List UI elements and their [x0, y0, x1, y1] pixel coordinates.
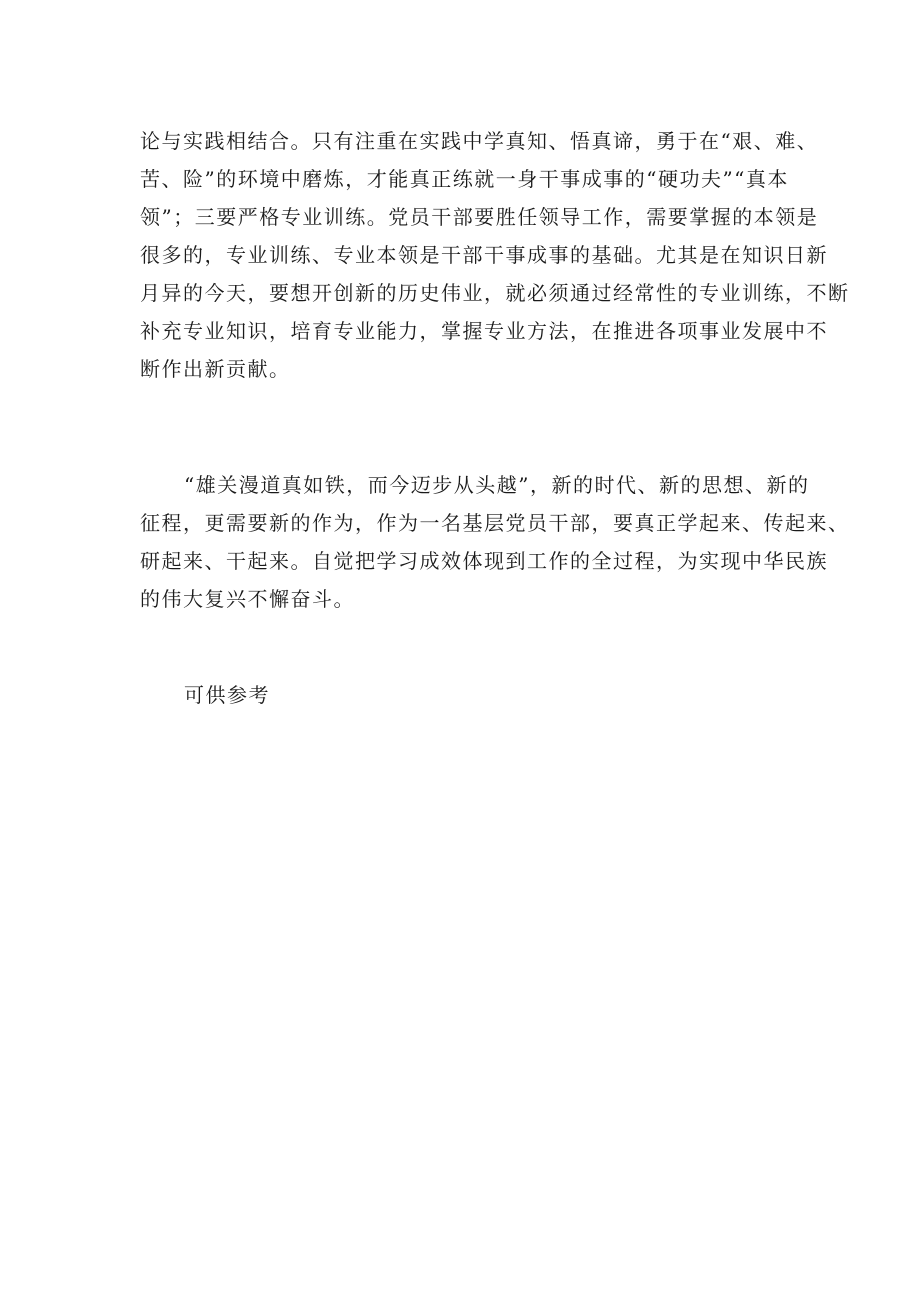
- footer-note: 可供参考: [184, 683, 270, 707]
- paragraph-line: 月异的今天，要想开创新的历史伟业，就必须通过经常性的专业训练，不断: [140, 281, 850, 305]
- paragraph-line: 领”；三要严格专业训练。党员干部要胜任领导工作，需要掌握的本领是: [140, 205, 819, 229]
- paragraph-1: [140, 122, 850, 388]
- paragraph-line: 研起来、干起来。自觉把学习成效体现到工作的全过程，为实现中华民族: [140, 549, 828, 573]
- paragraph-line: 论与实践相结合。只有注重在实践中学真知、悟真谛，勇于在“艰、难、: [140, 129, 819, 153]
- paragraph-line: 很多的，专业训练、专业本领是干部干事成事的基础。尤其是在知识日新: [140, 243, 828, 267]
- footer-note-block: [140, 676, 790, 714]
- paragraph-line: 征程，更需要新的作为，作为一名基层党员干部，要真正学起来、传起来、: [140, 511, 850, 535]
- paragraph-line: 断作出新贡献。: [140, 357, 291, 381]
- paragraph-line: 苦、险”的环境中磨炼，才能真正练就一身干事成事的“硬功夫”“真本: [140, 167, 789, 191]
- paragraph-line: 补充专业知识，培育专业能力，掌握专业方法，在推进各项事业发展中不: [140, 319, 828, 343]
- paragraph-line: 的伟大复兴不懈奋斗。: [140, 587, 355, 611]
- paragraph-2: [140, 466, 850, 618]
- paragraph-line: “雄关漫道真如铁，而今迈步从头越”，新的时代、新的思想、新的: [184, 473, 810, 497]
